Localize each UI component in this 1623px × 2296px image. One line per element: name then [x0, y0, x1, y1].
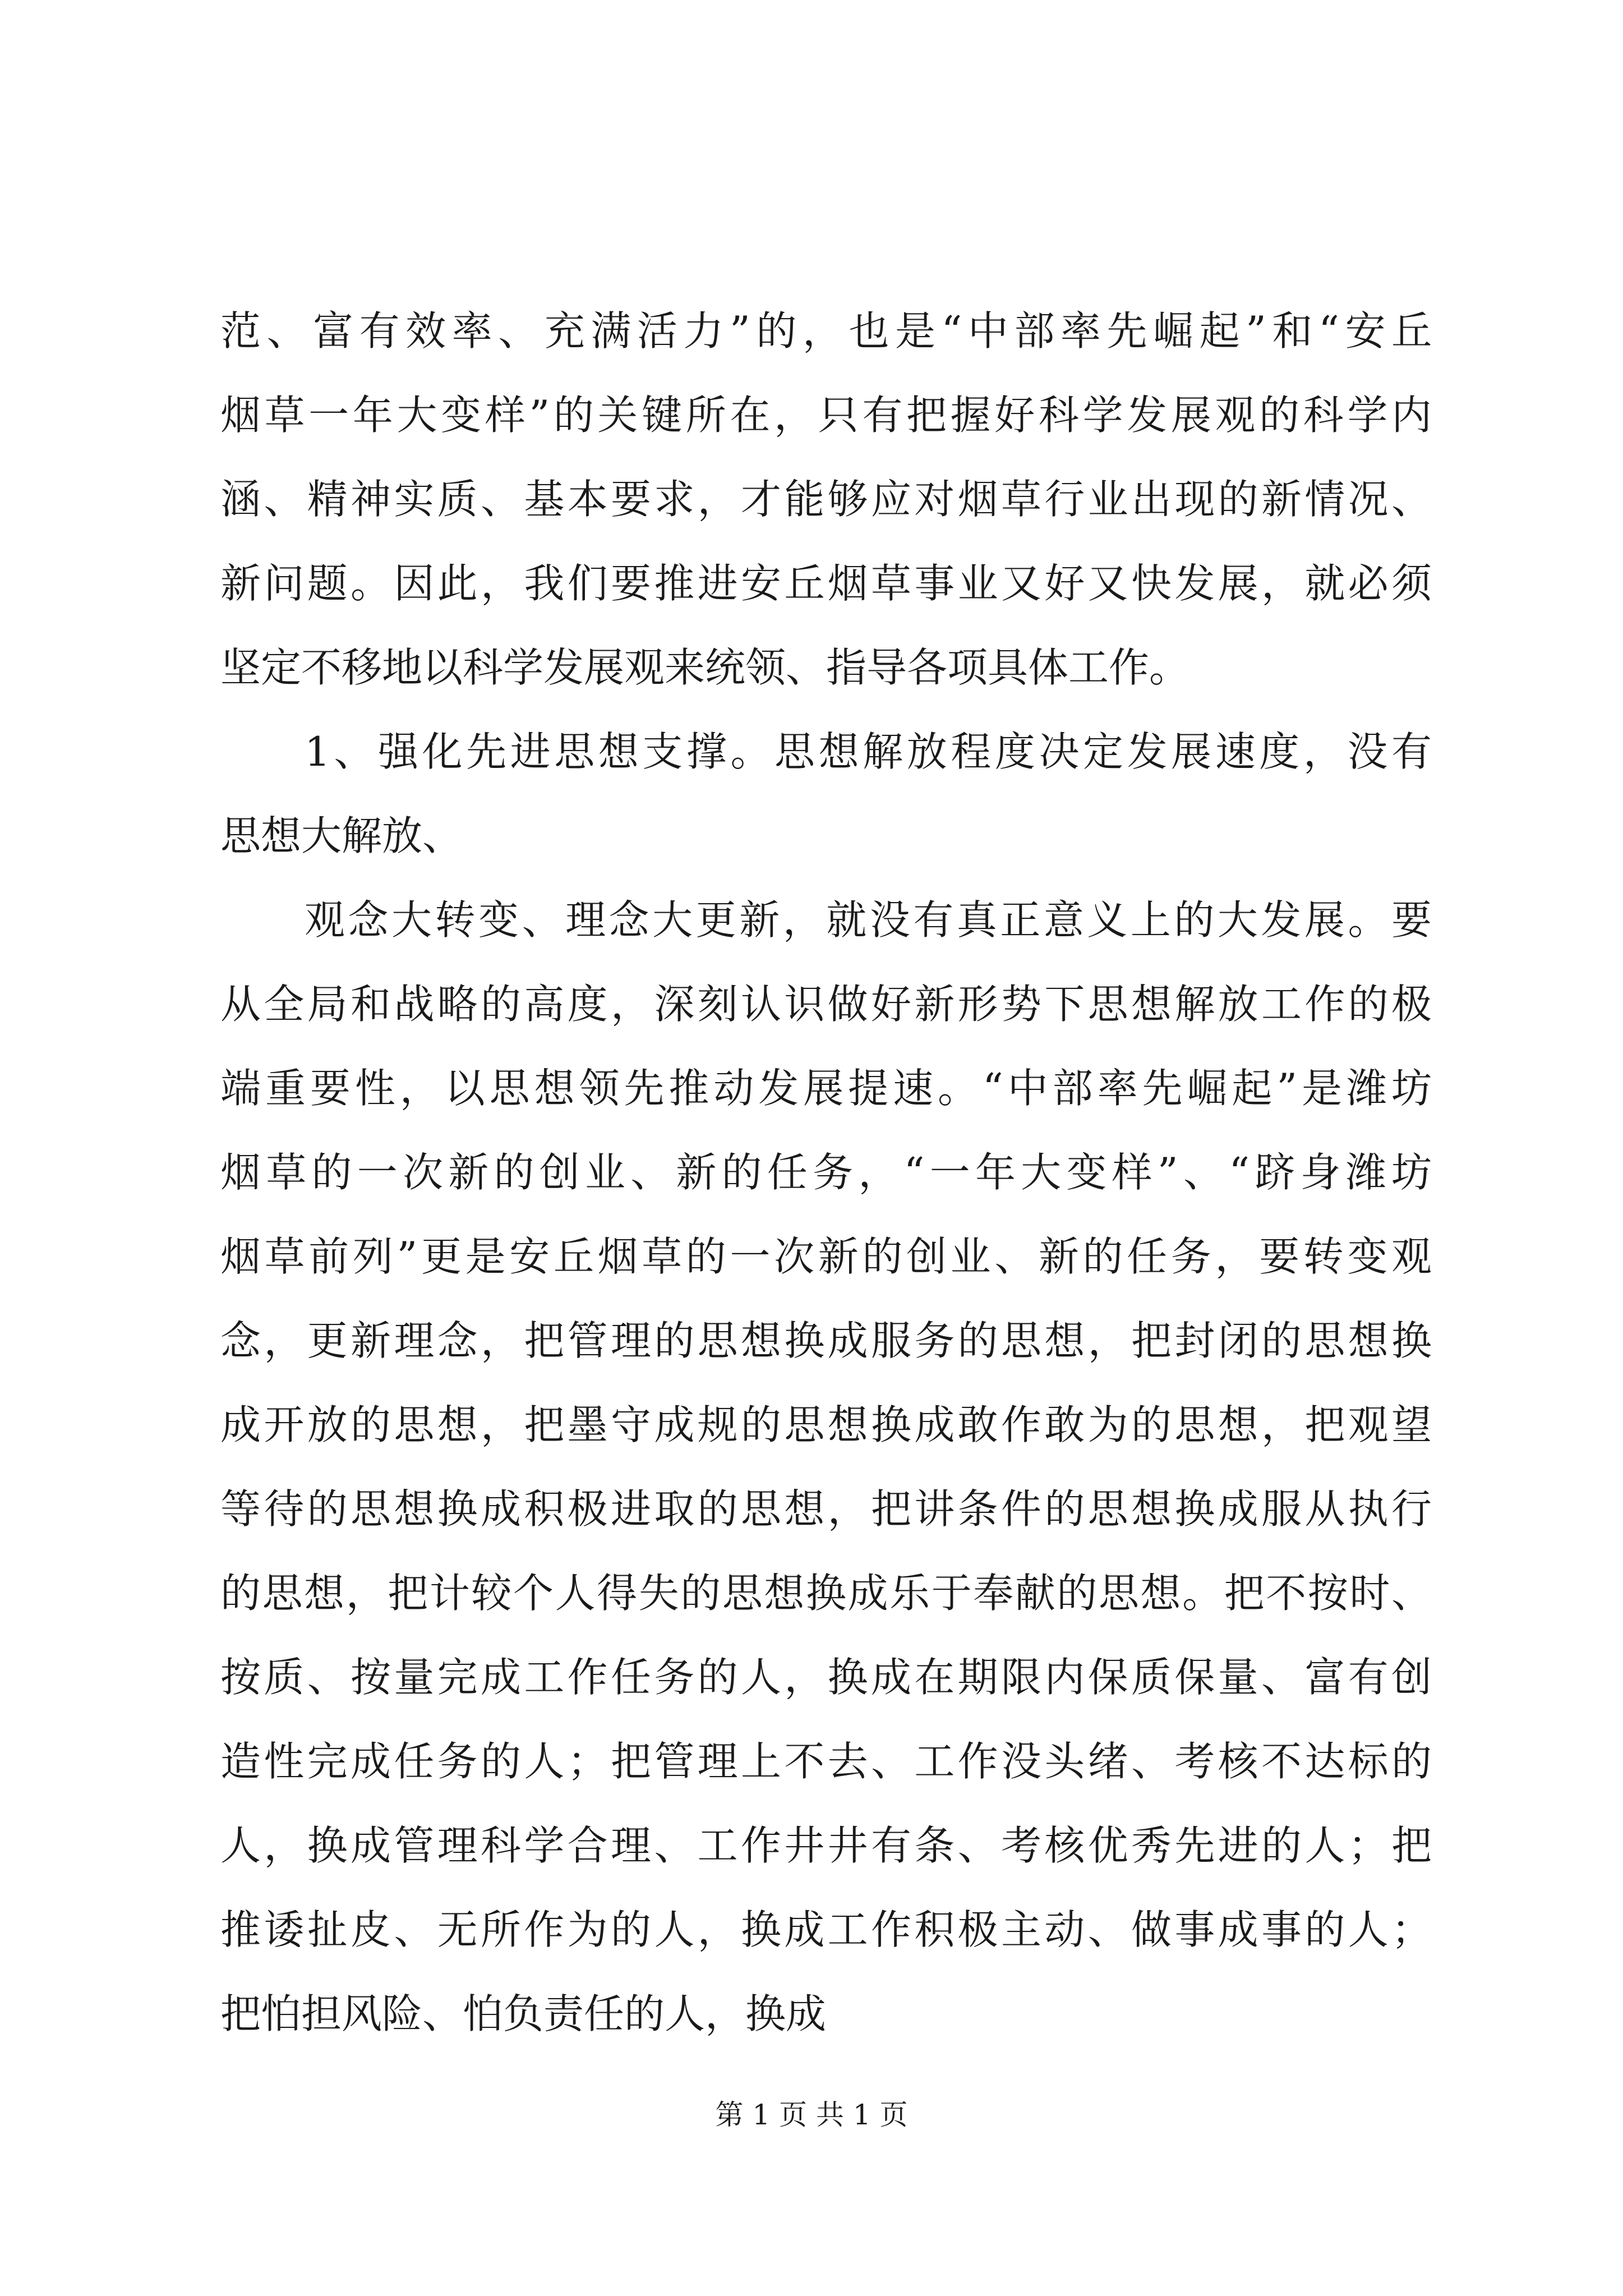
text-line: 成开放的思想，把墨守成规的思想换成敢作敢为的思想，把观望 — [220, 1401, 1432, 1448]
text-line: 念，更新理念，把管理的思想换成服务的思想，把封闭的思想换 — [220, 1317, 1432, 1364]
text-line: 烟草的一次新的创业、新的任务，“一年大变样”、“跻身潍坊 — [220, 1149, 1432, 1196]
text-line: 烟草一年大变样”的关键所在，只有把握好科学发展观的科学内 — [220, 392, 1432, 439]
text-line: 造性完成任务的人；把管理上不去、工作没头绪、考核不达标的 — [220, 1738, 1432, 1785]
paragraph-start-line: 1、强化先进思想支撑。思想解放程度决定发展速度，没有 — [305, 728, 1432, 775]
text-line: 人，换成管理科学合理、工作井井有条、考核优秀先进的人；把 — [220, 1822, 1432, 1869]
text-line: 范、富有效率、充满活力”的，也是“中部率先崛起”和“安丘 — [220, 307, 1432, 355]
page-number-label: 第 1 页 共 1 页 — [715, 2099, 908, 2131]
text-line: 从全局和战略的高度，深刻认识做好新形势下思想解放工作的极 — [220, 981, 1432, 1028]
text-line: 新问题。因此，我们要推进安丘烟草事业又好又快发展，就必须 — [220, 560, 1432, 607]
page-footer — [0, 2098, 1623, 2132]
text-line: 等待的思想换成积极进取的思想，把讲条件的思想换成服从执行 — [220, 1485, 1432, 1533]
body-text — [220, 289, 1432, 2056]
paragraph-start-line: 观念大转变、理念大更新，就没有真正意义上的大发展。要 — [305, 896, 1432, 944]
text-line: 烟草前列”更是安丘烟草的一次新的创业、新的任务，要转变观 — [220, 1233, 1432, 1280]
text-line: 的思想，把计较个人得失的思想换成乐于奉献的思想。把不按时、 — [220, 1570, 1432, 1617]
text-line: 推诿扯皮、无所作为的人，换成工作积极主动、做事成事的人； — [220, 1906, 1432, 1953]
text-line: 坚定不移地以科学发展观来统领、指导各项具体工作。 — [220, 644, 1190, 691]
text-line: 把怕担风险、怕负责任的人，换成 — [220, 1990, 827, 2037]
text-line: 端重要性，以思想领先推动发展提速。“中部率先崛起”是潍坊 — [220, 1065, 1432, 1112]
text-line: 思想大解放、 — [220, 812, 463, 859]
text-line: 按质、按量完成工作任务的人，换成在期限内保质保量、富有创 — [220, 1654, 1432, 1701]
text-line: 涵、精神实质、基本要求，才能够应对烟草行业出现的新情况、 — [220, 476, 1432, 523]
